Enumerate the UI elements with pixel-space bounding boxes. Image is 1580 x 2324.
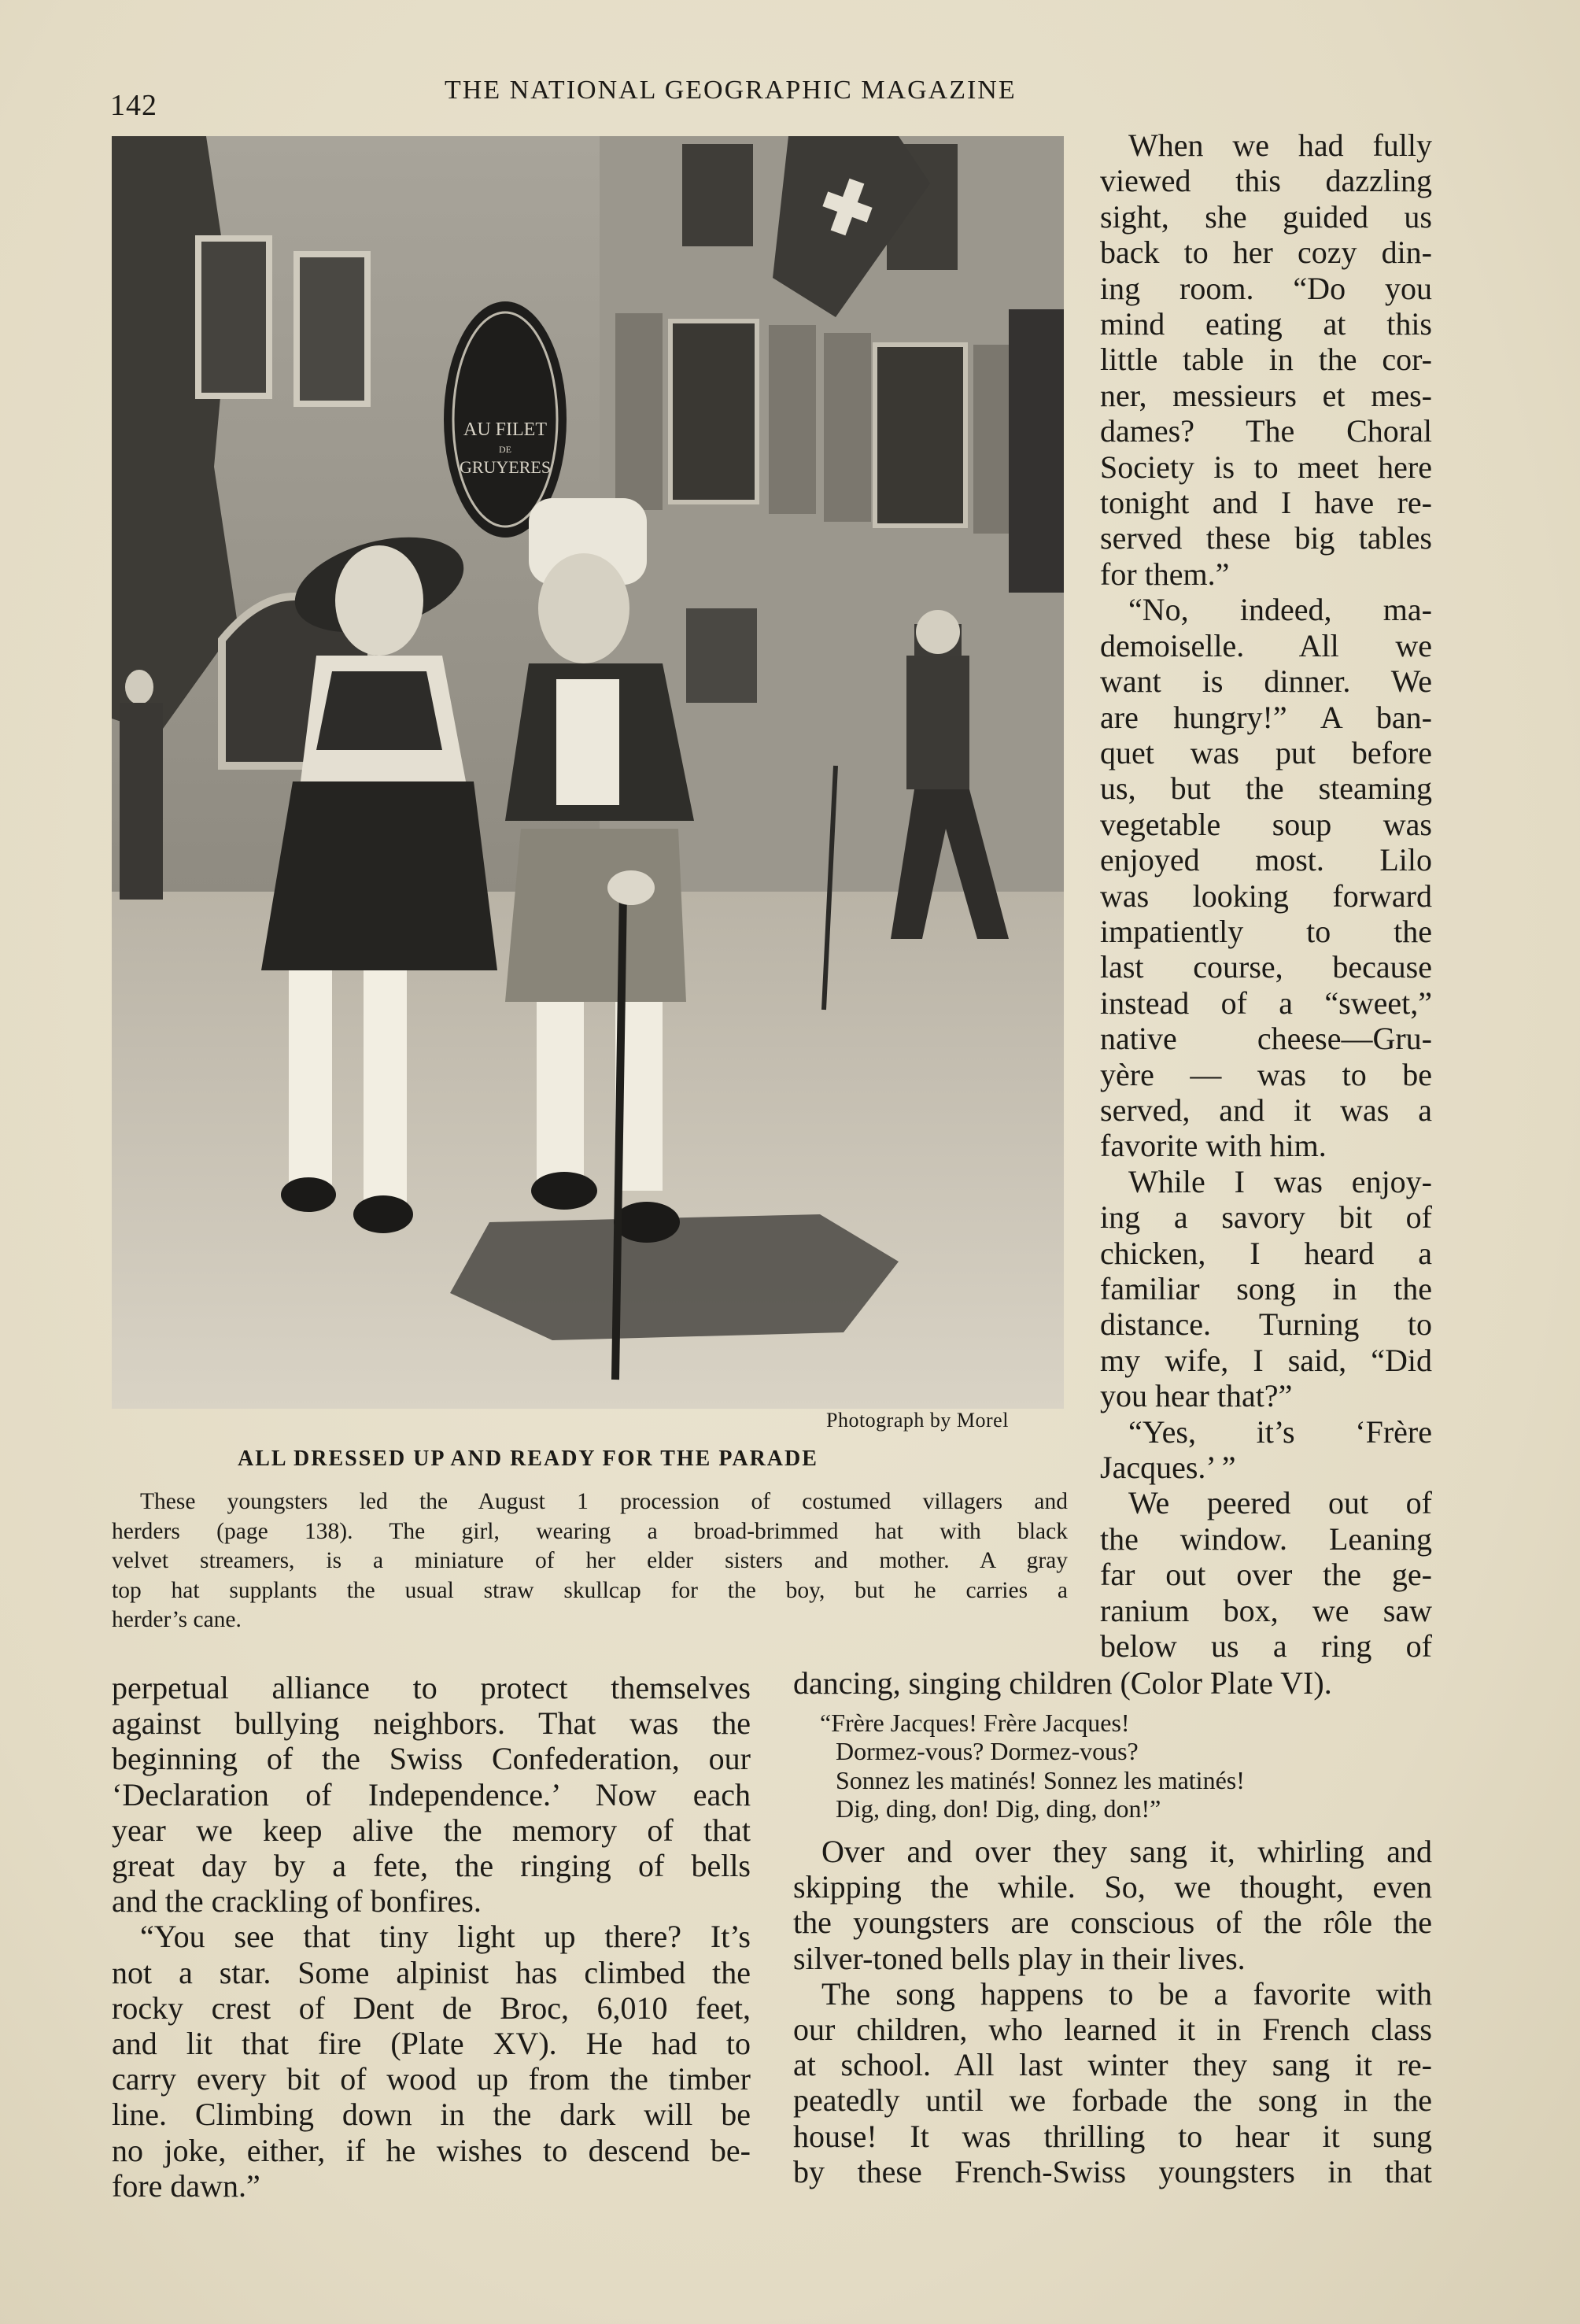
- song-line: Dormez-vous? Dormez-vous?: [836, 1737, 1139, 1766]
- text-line: impatiently to the: [1100, 913, 1432, 949]
- text-line: us, but the steaming: [1100, 770, 1432, 807]
- text-line: Society is to meet here: [1100, 449, 1432, 485]
- text-line: you hear that?”: [1100, 1378, 1293, 1414]
- text-line: my wife, I said, “Did: [1100, 1342, 1432, 1378]
- text-line: vegetable soup was: [1100, 806, 1432, 842]
- caption-title: ALL DRESSED UP AND READY FOR THE PARADE: [238, 1446, 818, 1471]
- text-line: house! It was thrilling to hear it sung: [793, 2118, 1432, 2154]
- text-line: viewed this dazzling: [1100, 163, 1432, 199]
- caption-line: herders (page 138). The girl, wearing a broad-brimmed hat with black: [112, 1518, 1068, 1544]
- photo-credit: Photograph by Morel: [826, 1409, 1009, 1432]
- song-line: Dig, ding, don! Dig, ding, don!”: [836, 1794, 1161, 1823]
- text-line: While I was enjoy-: [1128, 1163, 1432, 1199]
- sign-line-3: GRUYERES: [459, 457, 552, 477]
- text-line: against bullying neighbors. That was the: [112, 1705, 751, 1742]
- sign-line-2: DE: [499, 444, 511, 455]
- text-line: chicken, I heard a: [1100, 1235, 1432, 1271]
- text-line: favorite with him.: [1100, 1128, 1327, 1164]
- text-line: great day by a fete, the ringing of bells: [112, 1848, 751, 1884]
- text-line: no joke, either, if he wishes to descend be-: [112, 2132, 751, 2168]
- text-line: dancing, singing children (Color Plate VI).: [793, 1665, 1332, 1701]
- text-line: beginning of the Swiss Confederation, our: [112, 1741, 751, 1777]
- text-line: fore dawn.”: [112, 2167, 260, 2204]
- caption-line: top hat supplants the usual straw skullcap for the boy, but he carries a: [112, 1577, 1068, 1603]
- caption-body: [112, 1487, 1068, 1635]
- text-line: native cheese—Gru-: [1100, 1021, 1432, 1057]
- text-line: our children, who learned it in French class: [793, 2012, 1432, 2048]
- text-line: ner, messieurs et mes-: [1100, 377, 1432, 413]
- bottom-left-column-text: [112, 1670, 751, 2204]
- caption-line: herder’s cane.: [112, 1607, 242, 1632]
- text-line: Over and over they sang it, whirling and: [821, 1834, 1432, 1870]
- text-line: served, and it was a: [1100, 1092, 1432, 1128]
- text-line: tonight and I have re-: [1100, 485, 1432, 521]
- text-line: ing a savory bit of: [1100, 1199, 1432, 1236]
- text-line: “Yes, it’s ‘Frère: [1128, 1413, 1432, 1450]
- text-line: quet was put before: [1100, 734, 1432, 770]
- text-line: instead of a “sweet,”: [1100, 985, 1432, 1021]
- text-line: “No, indeed, ma-: [1128, 592, 1432, 628]
- text-line: year we keep alive the memory of that: [112, 1812, 751, 1848]
- text-line: for them.”: [1100, 556, 1230, 592]
- text-line: the window. Leaning: [1100, 1520, 1432, 1557]
- text-line: silver-toned bells play in their lives.: [793, 1940, 1246, 1976]
- text-line: carry every bit of wood up from the timber: [112, 2061, 751, 2097]
- text-line: rocky crest of Dent de Broc, 6,010 feet,: [112, 1990, 751, 2026]
- text-line: are hungry!” A ban-: [1100, 699, 1432, 735]
- text-line: enjoyed most. Lilo: [1100, 842, 1432, 878]
- text-line: mind eating at this: [1100, 306, 1432, 342]
- text-line: back to her cozy din-: [1100, 235, 1432, 271]
- song-line: Sonnez les matinés! Sonnez les matinés!: [836, 1765, 1245, 1794]
- caption-line: These youngsters led the August 1 procession of costumed villagers and: [140, 1489, 1068, 1514]
- text-line: Jacques.’ ”: [1100, 1450, 1236, 1486]
- text-line: sight, she guided us: [1100, 198, 1432, 235]
- text-line: We peered out of: [1128, 1485, 1432, 1521]
- text-line: dames? The Choral: [1100, 413, 1432, 449]
- text-line: peatedly until we forbade the song in the: [793, 2082, 1432, 2119]
- text-line: at school. All last winter they sang it re-: [793, 2047, 1432, 2083]
- text-line: line. Climbing down in the dark will be: [112, 2097, 751, 2133]
- sign-line-1: AU FILET: [463, 419, 547, 440]
- text-line: not a star. Some alpinist has climbed the: [112, 1954, 751, 1990]
- text-line: the youngsters are conscious of the rôle the: [793, 1905, 1432, 1941]
- text-line: little table in the cor-: [1100, 342, 1432, 378]
- text-line: perpetual alliance to protect themselves: [112, 1670, 751, 1705]
- song-verse: [793, 1709, 1432, 1823]
- text-line: served these big tables: [1100, 520, 1432, 556]
- photo-image: [112, 136, 1064, 1409]
- text-line: The song happens to be a favorite with: [821, 1975, 1432, 2012]
- text-line: by these French-Swiss youngsters in that: [793, 2153, 1432, 2189]
- text-line: demoiselle. All we: [1100, 627, 1432, 663]
- caption-line: velvet streamers, is a miniature of her elder sisters and mother. A gray: [112, 1548, 1068, 1573]
- bottom-right-column-text: [793, 1665, 1432, 2189]
- text-line: last course, because: [1100, 949, 1432, 985]
- text-line: far out over the ge-: [1100, 1557, 1432, 1593]
- text-line: skipping the while. So, we thought, even: [793, 1869, 1432, 1905]
- song-line: “Frère Jacques! Frère Jacques!: [820, 1709, 1130, 1738]
- text-line: When we had fully: [1128, 127, 1432, 163]
- text-line: ranium box, we saw: [1100, 1592, 1432, 1628]
- text-line: was looking forward: [1100, 878, 1432, 914]
- page-number: 142: [110, 89, 157, 122]
- right-column-text: [1100, 127, 1432, 1664]
- text-line: and lit that fire (Plate XV). He had to: [112, 2026, 751, 2062]
- text-line: want is dinner. We: [1100, 663, 1432, 700]
- text-line: and the crackling of bonfires.: [112, 1883, 482, 1919]
- text-line: yère — was to be: [1100, 1056, 1432, 1092]
- text-line: ‘Declaration of Independence.’ Now each: [112, 1776, 751, 1812]
- running-head: THE NATIONAL GEOGRAPHIC MAGAZINE: [445, 76, 1017, 105]
- text-line: “You see that tiny light up there? It’s: [140, 1919, 751, 1955]
- text-line: familiar song in the: [1100, 1271, 1432, 1306]
- text-line: distance. Turning to: [1100, 1306, 1432, 1343]
- parade-photograph: [112, 136, 1064, 1409]
- text-line: below us a ring of: [1100, 1628, 1432, 1664]
- text-line: ing room. “Do you: [1100, 270, 1432, 306]
